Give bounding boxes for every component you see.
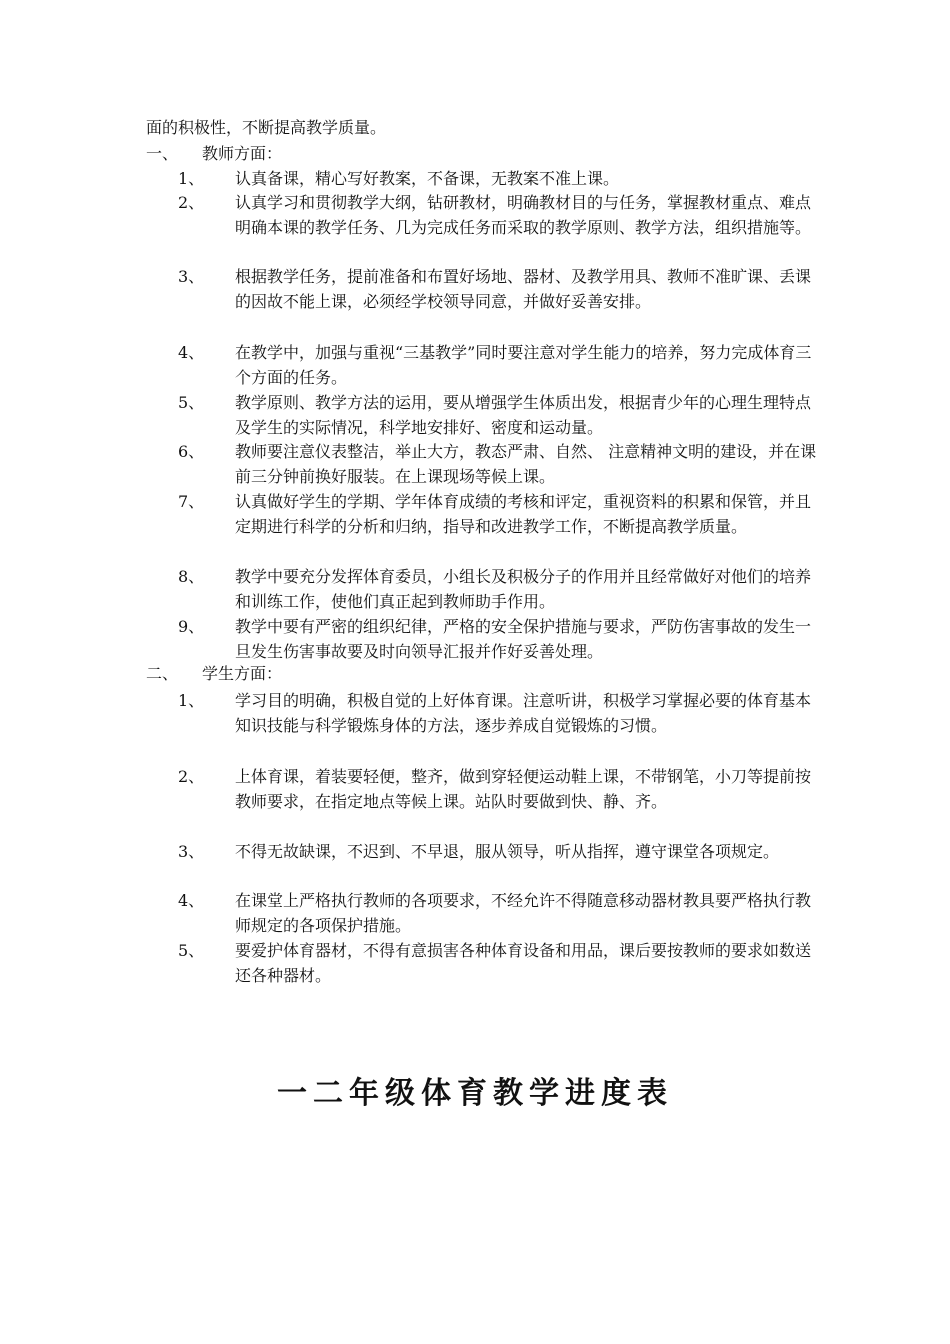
item-text: 教师要注意仪表整洁，举止大方，教态严肃、自然、 注意精神文明的建设，并在课前三分钟前换好服装。在上课现场等候上课。	[235, 442, 817, 486]
item-text: 教学中要有严密的组织纪律，严格的安全保护措施与要求，严防伤害事故的发生一旦发生伤害事故要及时向领导汇报并作好妥善处理。	[235, 617, 812, 661]
item-number: 1、	[178, 169, 205, 188]
list-item	[178, 938, 828, 988]
section-title: 教师方面：	[202, 144, 283, 163]
item-text: 认真学习和贯彻教学大纲，钻研教材，明确教材目的与任务，掌握教材重点、难点明确本课的教学任务、几为完成任务而采取的教学原则、教学方法，组织措施等。	[235, 193, 812, 237]
section-number: 二、	[146, 664, 179, 683]
section-title: 学生方面：	[202, 664, 283, 683]
item-number: 2、	[178, 767, 205, 786]
item-text: 教学原则、教学方法的运用，要从增强学生体质出发，根据青少年的心理生理特点及学生的实际情况，科学地安排好、密度和运动量。	[235, 393, 812, 437]
item-number: 5、	[178, 393, 205, 412]
list-item	[178, 614, 828, 664]
item-text: 要爱护体育器材，不得有意损害各种体育设备和用品，课后要按教师的要求如数送还各种器材。	[235, 941, 812, 985]
item-text: 认真备课，精心写好教案，不备课，无教案不准上课。	[235, 169, 620, 188]
list-item	[178, 264, 828, 314]
section-number: 一、	[146, 144, 179, 163]
item-text: 认真做好学生的学期、学年体育成绩的考核和评定，重视资料的积累和保管，并且定期进行科学的分析和归纳，指导和改进教学工作，不断提高教学质量。	[235, 492, 812, 536]
progress-table-title: 一二年级体育教学进度表	[277, 1076, 673, 1111]
list-item	[178, 190, 828, 240]
item-number: 6、	[178, 442, 205, 461]
list-item	[178, 688, 828, 738]
list-item	[178, 390, 828, 440]
item-number: 1、	[178, 691, 205, 710]
list-item	[178, 489, 828, 539]
list-item	[178, 764, 828, 814]
item-number: 3、	[178, 842, 205, 861]
item-number: 9、	[178, 617, 205, 636]
item-text: 根据教学任务，提前准备和布置好场地、器材、及教学用具、教师不准旷课、丢课的因故不能上课，必须经学校领导同意，并做好妥善安排。	[235, 267, 812, 311]
item-number: 3、	[178, 267, 205, 286]
item-number: 8、	[178, 567, 205, 586]
item-text: 在教学中，加强与重视“三基教学”同时要注意对学生能力的培养，努力完成体育三个方面的任务。	[235, 343, 812, 387]
item-number: 5、	[178, 941, 205, 960]
item-number: 7、	[178, 492, 205, 511]
list-item	[178, 839, 828, 864]
teacher-section-heading	[146, 143, 282, 165]
list-item	[178, 439, 828, 489]
item-number: 4、	[178, 343, 205, 362]
list-item	[178, 340, 828, 390]
item-text: 在课堂上严格执行教师的各项要求，不经允许不得随意移动器材教具要严格执行教师规定的各项保护措施。	[235, 891, 812, 935]
list-item	[178, 564, 828, 614]
item-number: 2、	[178, 193, 205, 212]
list-item	[178, 888, 828, 938]
student-section-heading	[146, 663, 282, 685]
list-item	[178, 166, 828, 191]
intro-line: 面的积极性，不断提高教学质量。	[146, 118, 387, 137]
item-text: 教学中要充分发挥体育委员，小组长及积极分子的作用并且经常做好对他们的培养和训练工作，使他们真正起到教师助手作用。	[235, 567, 812, 611]
item-text: 上体育课，着装要轻便，整齐，做到穿轻便运动鞋上课，不带钢笔，小刀等提前按教师要求，在指定地点等候上课。站队时要做到快、静、齐。	[235, 767, 812, 811]
item-number: 4、	[178, 891, 205, 910]
item-text: 不得无故缺课，不迟到、不早退，服从领导，听从指挥，遵守课堂各项规定。	[235, 842, 780, 861]
item-text: 学习目的明确，积极自觉的上好体育课。注意听讲，积极学习掌握必要的体育基本知识技能与科学锻炼身体的方法，逐步养成自觉锻炼的习惯。	[235, 691, 812, 735]
